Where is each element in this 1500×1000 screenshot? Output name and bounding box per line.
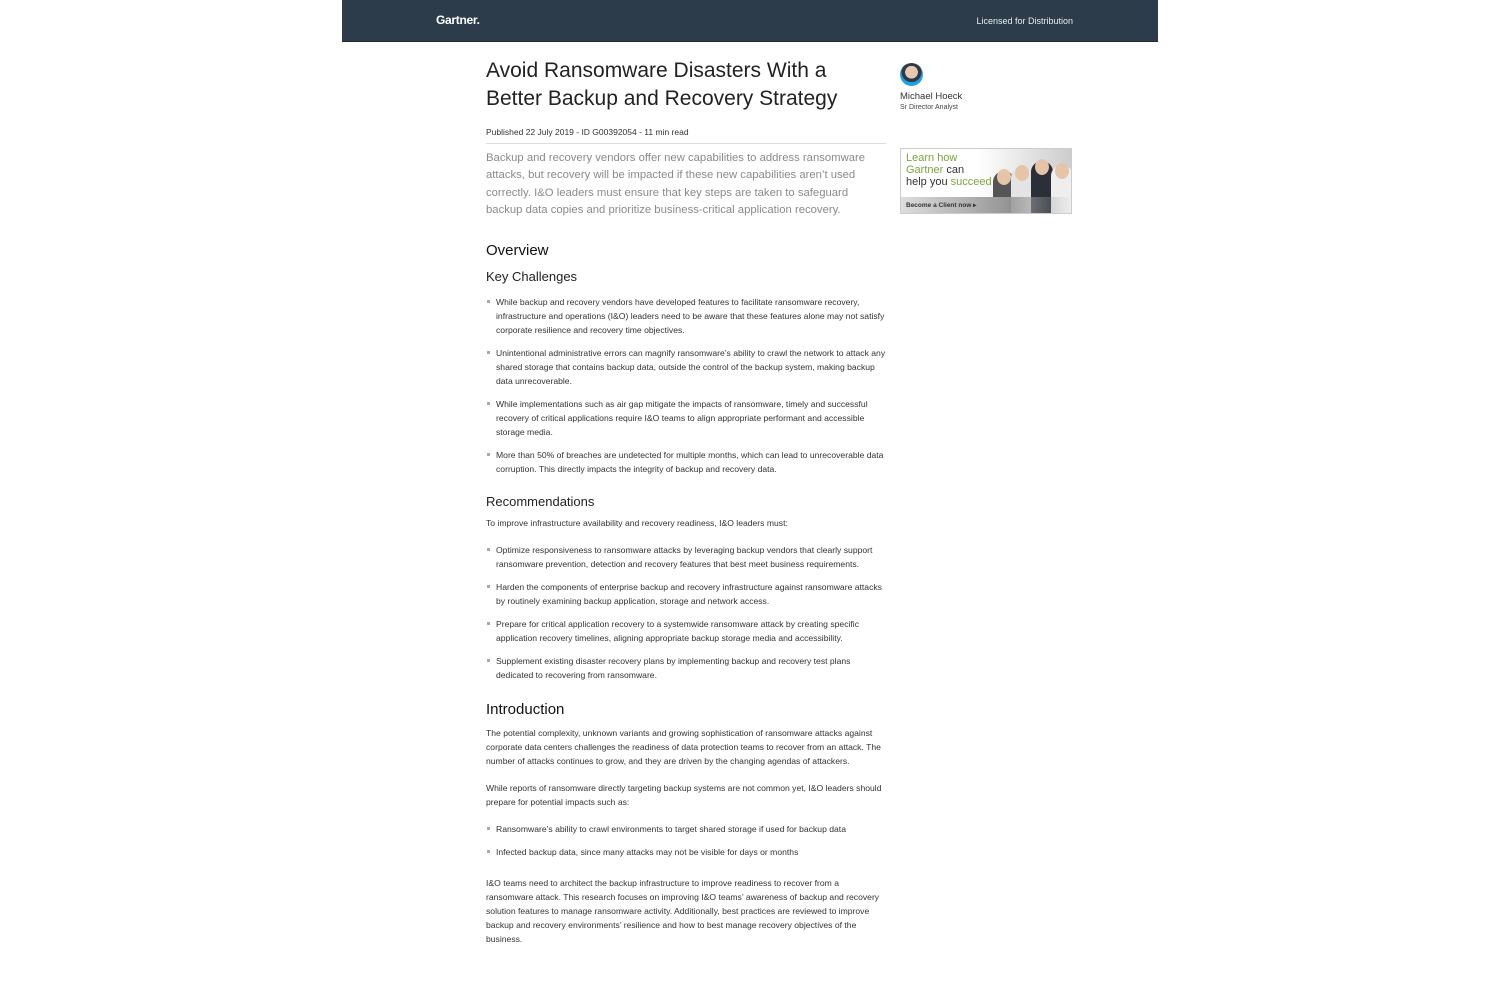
- become-client-link[interactable]: Become a Client now ▸: [901, 197, 1071, 213]
- key-challenges-list: [486, 295, 886, 476]
- become-client-ad[interactable]: [900, 148, 1072, 214]
- article-abstract: Backup and recovery vendors offer new capabilities to address ransomware attacks, but recovery will be impacted if these new capabilities aren’t used correctly. I&O leaders must ensure that key steps are taken to safeguard backup data copies and prioritize business-critical application recovery.: [486, 152, 866, 216]
- list-item: Prepare for critical application recovery to a systemwide ransomware attack by creating specific application recovery timelines, aligning appropriate backup storage media and accessibility.: [486, 617, 886, 645]
- top-bar: [342, 0, 1158, 42]
- author-name[interactable]: Michael Hoeck: [900, 91, 963, 102]
- recommendations-intro: To improve infrastructure availability and recovery readiness, I&O leaders must:: [486, 518, 788, 529]
- list-item: More than 50% of breaches are undetected for multiple months, which can lead to unrecoverable data corruption. This directly impacts the integrity of backup and recovery data.: [486, 448, 886, 476]
- intro-paragraph: I&O teams need to architect the backup infrastructure to improve readiness to recover from a ransomware attack. This research focuses on improving I&O teams’ awareness of backup and recovery solution features to manage ransomware activity. Additionally, best practices are reviewed to improve backup and recovery environments’ resilience and how to best manage recovery objectives of the business.: [486, 878, 880, 945]
- sidebar: [900, 63, 1080, 214]
- list-item: Infected backup data, since many attacks may not be visible for days or months: [486, 845, 886, 859]
- list-item: Unintentional administrative errors can magnify ransomware’s ability to crawl the network to attack any shared storage that contains backup data, outside the control of the backup system, making backup data unrecoverable.: [486, 346, 886, 388]
- list-item: Harden the components of enterprise backup and recovery infrastructure against ransomware attacks by routinely examining backup application, storage and network access.: [486, 580, 886, 608]
- article-title: Avoid Ransomware Disasters With a Better Backup and Recovery Strategy: [486, 59, 838, 110]
- article-meta: Published 22 July 2019 - ID G00392054 - 11 min read: [486, 127, 886, 144]
- license-label: Licensed for Distribution: [976, 16, 1073, 26]
- list-item: While implementations such as air gap mitigate the impacts of ransomware, timely and successful recovery of critical applications require I&O teams to align appropriate performant and accessible storage media.: [486, 397, 886, 439]
- introduction-heading: Introduction: [486, 701, 565, 719]
- list-item: Optimize responsiveness to ransomware attacks by leveraging backup vendors that clearly support ransomware prevention, detection and recovery features that best meet business requirements.: [486, 543, 886, 571]
- recommendations-heading: Recommendations: [486, 494, 595, 510]
- intro-list: [486, 822, 886, 859]
- overview-heading: Overview: [486, 242, 549, 260]
- list-item: Ransomware’s ability to crawl environments to target shared storage if used for backup data: [486, 822, 886, 836]
- author-title: Sr Director Analyst: [900, 104, 958, 111]
- gartner-logo[interactable]: Gartner.: [436, 13, 480, 27]
- key-challenges-heading: Key Challenges: [486, 269, 578, 285]
- list-item: Supplement existing disaster recovery plans by implementing backup and recovery test plans dedicated to recovering from ransomware.: [486, 654, 886, 682]
- intro-paragraph: The potential complexity, unknown variants and growing sophistication of ransomware attacks against corporate data centers challenges the readiness of data protection teams to recover from an attack. The number of attacks continues to grow, and they are driven by the changing agendas of attackers.: [486, 728, 881, 767]
- author-avatar[interactable]: [900, 63, 923, 86]
- page: [342, 0, 1158, 1000]
- intro-paragraph: While reports of ransomware directly targeting backup systems are not common yet, I&O leaders should prepare for potential impacts such as:: [486, 783, 882, 808]
- article: [486, 57, 886, 946]
- ad-headline: Learn how Gartner can help you succeed: [906, 152, 992, 188]
- recommendations-list: [486, 543, 886, 682]
- list-item: While backup and recovery vendors have developed features to facilitate ransomware recovery, infrastructure and operations (I&O) leaders need to be aware that these features alone may not satisfy corporate resilience and recovery time objectives.: [486, 295, 886, 337]
